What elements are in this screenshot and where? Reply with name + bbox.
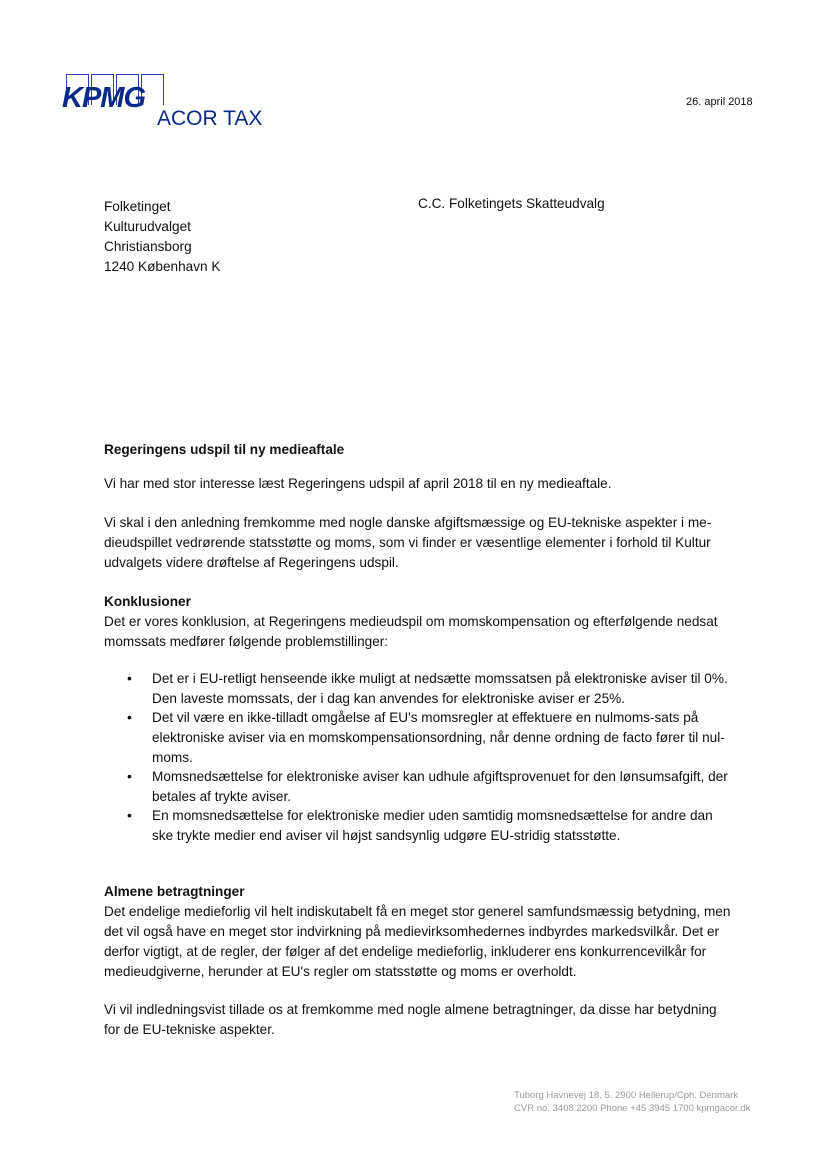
bullet-item: [152, 669, 728, 709]
letter-date: 26. april 2018: [686, 96, 753, 108]
section-title: Almene betragtninger: [104, 884, 245, 899]
text-line: Det er i EU-retligt henseende ikke muligt at nedsætte momssatsen på elektroniske aviser til 0%.: [152, 671, 728, 686]
text-line: Vi skal i den anledning fremkomme med nogle danske afgiftsmæssige og EU-tekniske aspekter i me-: [104, 515, 712, 530]
section-title: Konklusioner: [104, 594, 191, 609]
text-line: udvalgets videre drøftelse af Regeringens udspil.: [104, 555, 399, 570]
footer-line: Tuborg Havnevej 18, 5. 2900 Hellerup/Cph. Denmark: [514, 1090, 739, 1101]
recipient-line: Kulturudvalget: [104, 219, 191, 234]
intro-paragraph: Vi har med stor interesse læst Regeringens udspil af april 2018 til en ny medieaftale.: [104, 476, 612, 491]
paragraph-2: [104, 513, 711, 573]
logo-brand: KPMG: [62, 82, 145, 114]
text-line: betales af trykte aviser.: [152, 789, 292, 804]
text-line: momssats medfører følgende problemstillinger:: [104, 634, 389, 649]
bullet-item: [152, 767, 728, 807]
recipient-line: 1240 København K: [104, 259, 221, 274]
text-line: En momsnedsættelse for elektroniske medier uden samtidig momsnedsættelse for andre dan: [152, 808, 713, 823]
text-line: Momsnedsættelse for elektroniske aviser kan udhule afgiftsprovenuet for den lønsumsafgift, der: [152, 769, 728, 784]
conclusions-section: [104, 592, 718, 652]
text-line: moms.: [152, 750, 193, 765]
cc-line: C.C. Folketingets Skatteudvalg: [418, 196, 605, 211]
recipient-address: [104, 197, 220, 277]
text-line: ske trykte medier end aviser vil højst sandsynlig udgøre EU-stridig statsstøtte.: [152, 828, 621, 843]
text-line: for de EU-tekniske aspekter.: [104, 1022, 275, 1037]
logo-sub: ACOR TAX: [157, 107, 263, 130]
text-line: dieudspillet vedrørende statsstøtte og moms, som vi finder er væsentlige elementer i forhold til Kultur: [104, 535, 711, 550]
footer-line: CVR no. 3408 2200 Phone +45 3945 1700 kpmgacor.dk: [514, 1103, 751, 1114]
recipient-line: Christiansborg: [104, 239, 192, 254]
text-line: Den laveste momssats, der i dag kan anvendes for elektroniske aviser er 25%.: [152, 691, 625, 706]
text-line: Det vil være en ikke-tilladt omgåelse af EU's momsregler at effektuere en nulmoms-sats på: [152, 710, 699, 725]
text-line: derfor vigtigt, at de regler, der følger af det endelige medieforlig, inkluderer ens konkurrencevilkår for: [104, 944, 707, 959]
bullet-item: [152, 708, 725, 768]
text-line: Vi vil indledningsvist tillade os at fremkomme med nogle almene betragtninger, da disse har betydning: [104, 1002, 717, 1017]
bullet-item: [152, 806, 713, 846]
letter-heading: Regeringens udspil til ny medieaftale: [104, 442, 345, 457]
text-line: medieudgiverne, herunder at EU's regler om statsstøtte og moms er overholdt.: [104, 964, 577, 979]
closing-paragraph: [104, 1000, 717, 1040]
text-line: Det endelige medieforlig vil helt indiskutabelt få en meget stor generel samfundsmæssig betydning, men: [104, 904, 731, 919]
footer-address: [514, 1089, 750, 1115]
text-line: Det er vores konklusion, at Regeringens medieudspil om momskompensation og efterfølgende nedsat: [104, 614, 718, 629]
letter-page: KPMG ACOR TAX 26. april 2018 Folketinget Kulturudvalget Christiansborg 1240 København K C.C. Folketingets Skatteudvalg Regeringens udspil til ny medieaftale Vi har med stor interesse læst Regeringens udspil af april 2018 til en ny medieaftale. Vi skal i den anledning fremkomme med nogle danske afgiftsmæssige og EU-tekniske aspekter i me- dieudspillet vedrørende statsstøtte og moms, som vi finder er væsentlige elementer i forhold til Kultur udvalgets videre drøftelse af Regeringens udspil. Konklusioner Det er vores konklusion, at Regeringens medieudspil om momskompensation og efterfølgende nedsat momssats medfører følgende problemstillinger: • Det er i EU-retligt henseende ikke muligt at nedsætte momssatsen på elektroniske aviser til 0%. Den laveste momssats, der i dag kan anvendes for elektroniske aviser er 25%. • Det vil være en ikke-tilladt omgåelse af EU's momsregler at effektuere en nulmoms-sats på elektroniske aviser via en momskompensationsordning, når denne ordning de facto fører til nul- moms. • Momsnedsættelse for elektroniske aviser kan udhule afgiftsprovenuet for den lønsumsafgift, der betales af trykte aviser. • En momsnedsættelse for elektroniske medier uden samtidig momsnedsættelse for andre dan ske trykte medier end aviser vil højst sandsynlig udgøre EU-stridig statsstøtte. Almene betragtninger Det endelige medieforlig vil helt indiskutabelt få en meget stor generel samfundsmæssig betydning, men det vil også have en meget stor indvirkning på medievirksomhedernes indbyrdes markedsvilkår. Det er derfor vigtigt, at de regler, der følger af det endelige medieforlig, inkluderer ens konkurrencevilkår for medieudgiverne, herunder at EU's regler om statsstøtte og moms er overholdt. Vi vil indledningsvist tillade os at fremkomme med nogle almene betragtninger, da disse har betydning for de EU-tekniske aspekter. Tuborg Havnevej 18, 5. 2900 Hellerup/Cph. Denmark CVR no. 3408 2200 Phone +45 3945 1700 kpmgacor.dk: [0, 0, 827, 1169]
general-section: [104, 882, 730, 982]
text-line: det vil også have en meget stor indvirkning på medievirksomhedernes indbyrdes markedsvilkår. Det er: [104, 924, 720, 939]
recipient-line: Folketinget: [104, 199, 171, 214]
text-line: elektroniske aviser via en momskompensationsordning, når denne ordning de facto fører til nul-: [152, 730, 725, 745]
